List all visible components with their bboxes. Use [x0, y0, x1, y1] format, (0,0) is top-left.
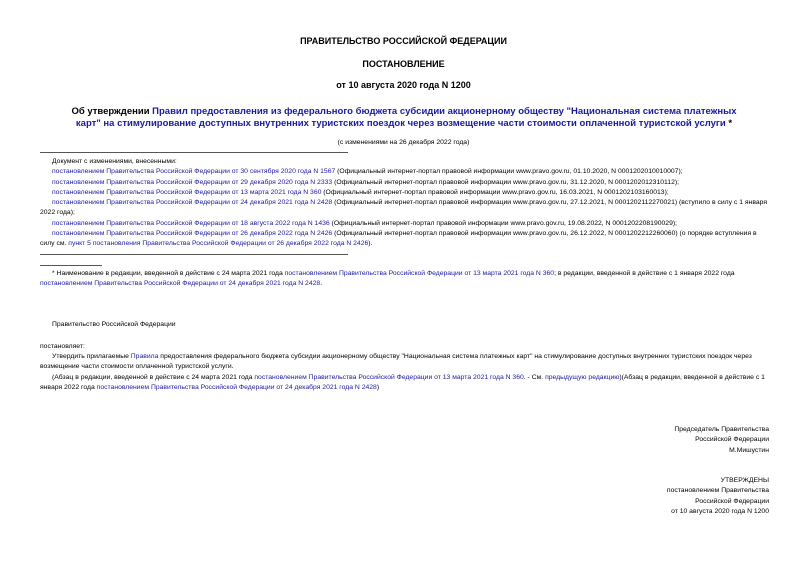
doc-date-number: от 10 августа 2020 года N 1200	[336, 80, 471, 90]
amendment-link-2333[interactable]: постановлением Правительства Российской Федерации от 29 декабря 2020 года N 2333	[52, 179, 333, 186]
footnote-link-2428[interactable]: постановлением Правительства Российской Федерации от 24 декабря 2021 года N 2428	[40, 280, 321, 287]
signature-line-1: Председатель Правительства	[674, 426, 769, 433]
divider-top	[40, 152, 348, 153]
amendment-link-1567[interactable]: постановлением Правительства Российской Федерации от 30 сентября 2020 года N 1567	[52, 168, 336, 175]
amendment-item: постановлением Правительства Российской Федерации от 26 декабря 2022 года N 2426 (Официальный интернет-портал правовой информации www.pravo.gov.ru, 26.12.2022, N 0001202212260060) (о порядке вступления в силу см. пункт 5 постановления Правительства Российской Федерации от 26 декабря 2022 года N 2426).	[40, 230, 757, 247]
government-label: Правительство Российской Федерации	[52, 321, 176, 328]
title-suffix: *	[725, 118, 733, 129]
amendment-link-1436[interactable]: постановлением Правительства Российской Федерации от 18 августа 2022 года N 1436	[52, 220, 330, 227]
signature-block	[674, 425, 769, 456]
amendment-item: постановлением Правительства Российской Федерации от 13 марта 2021 года N 360 (Официальный интернет-портал правовой информации www.pravo.gov.ru, 16.03.2021, N 0001202103160013);	[52, 189, 669, 196]
edition-link-2428[interactable]: постановлением Правительства Российской Федерации от 24 декабря 2021 года N 2428	[96, 384, 377, 391]
signature-name: М.Мишустин	[729, 446, 769, 454]
amendment-link-2426-p5[interactable]: пункт 5 постановления Правительства Российской Федерации от 26 декабря 2022 года N 2426	[68, 240, 369, 247]
doc-type-heading: ПОСТАНОВЛЕНИЕ	[362, 59, 445, 69]
amendment-link-360[interactable]: постановлением Правительства Российской Федерации от 13 марта 2021 года N 360	[52, 189, 322, 196]
approve-paragraph: Утвердить прилагаемые Правила предоставления федерального бюджета субсидии акционерному обществу "Национальная система платежных карт" на стимулирование доступных внутренних туристских поездок через возмещение части стоимости оплаченной туристской услуги.	[40, 353, 752, 370]
amendment-link-2426[interactable]: постановлением Правительства Российской Федерации от 26 декабря 2022 года N 2426	[52, 230, 333, 237]
revision-note: (с изменениями на 26 декабря 2022 года)	[337, 139, 470, 146]
amendment-link-2428[interactable]: постановлением Правительства Российской Федерации от 24 декабря 2021 года N 2428	[52, 199, 333, 206]
amendments-intro: Документ с изменениями, внесенными:	[52, 158, 177, 165]
approved-line-2: постановлением Правительства	[666, 487, 769, 495]
footnote-divider	[40, 265, 102, 266]
edition-link-360[interactable]: постановлением Правительства Российской Федерации от 13 марта 2021 года N 360	[254, 374, 524, 381]
footnote-link-360[interactable]: постановлением Правительства Российской Федерации от 13 марта 2021 года N 360	[284, 270, 555, 277]
edition-paragraph: (Абзац в редакции, введенной в действие с 24 марта 2021 года постановлением Правительства Российской Федерации от 13 марта 2021 года N 360. - См. предыдущую редакцию)(Абзац в редакции, введенной в действие с 1 января 2022 года постановлением Правительства Российской Федерации от 24 декабря 2021 года N 2428)	[40, 374, 765, 391]
signature-line-2: Российской Федерации	[695, 436, 769, 444]
rules-link[interactable]: Правила	[130, 353, 159, 360]
title-rules-link[interactable]: Правил предоставления из федерального бюджета субсидии акционерному обществу "Национальная система платежных карт" на стимулирование доступных внутренних туристских поездок через возмещение части стоимости оплаченной туристской услуги	[75, 106, 737, 129]
approved-line-1: УТВЕРЖДЕНЫ	[720, 477, 769, 484]
divider-middle	[40, 254, 348, 255]
resolves-label: постановляет:	[40, 343, 85, 350]
document-title	[68, 106, 740, 130]
amendment-item: постановлением Правительства Российской Федерации от 30 сентября 2020 года N 1567 (Официальный интернет-портал правовой информации www.pravo.gov.ru, 01.10.2020, N 0001202010010007);	[52, 168, 683, 175]
approved-line-3: Российской Федерации	[695, 497, 769, 505]
amendment-item: постановлением Правительства Российской Федерации от 18 августа 2022 года N 1436 (Официальный интернет-портал правовой информации www.pravo.gov.ru, 19.08.2022, N 0001202208190029);	[52, 220, 677, 227]
previous-edition-link[interactable]: предыдущую редакцию	[545, 374, 620, 381]
amendment-item: постановлением Правительства Российской Федерации от 24 декабря 2021 года N 2428 (Официальный интернет-портал правовой информации www.pravo.gov.ru, 27.12.2021, N 0001202112270021) (вступило в силу с 1 января 2022 года);	[40, 199, 768, 216]
org-heading: ПРАВИТЕЛЬСТВО РОССИЙСКОЙ ФЕДЕРАЦИИ	[300, 36, 507, 46]
approved-line-4: от 10 августа 2020 года N 1200	[671, 508, 769, 516]
approved-block	[667, 476, 769, 518]
footnote: * Наименование в редакции, введенной в действие с 24 марта 2021 года постановлением Правительства Российской Федерации от 13 марта 2021 года N 360; в редакции, введенной в действие с 1 января 2022 года постановлением Правительства Российской Федерации от 24 декабря 2021 года N 2428.	[40, 270, 735, 287]
title-prefix: Об утверждении	[71, 106, 153, 117]
amendment-item: постановлением Правительства Российской Федерации от 29 декабря 2020 года N 2333 (Официальный интернет-портал правовой информации www.pravo.gov.ru, 31.12.2020, N 0001202012310112);	[52, 179, 680, 186]
